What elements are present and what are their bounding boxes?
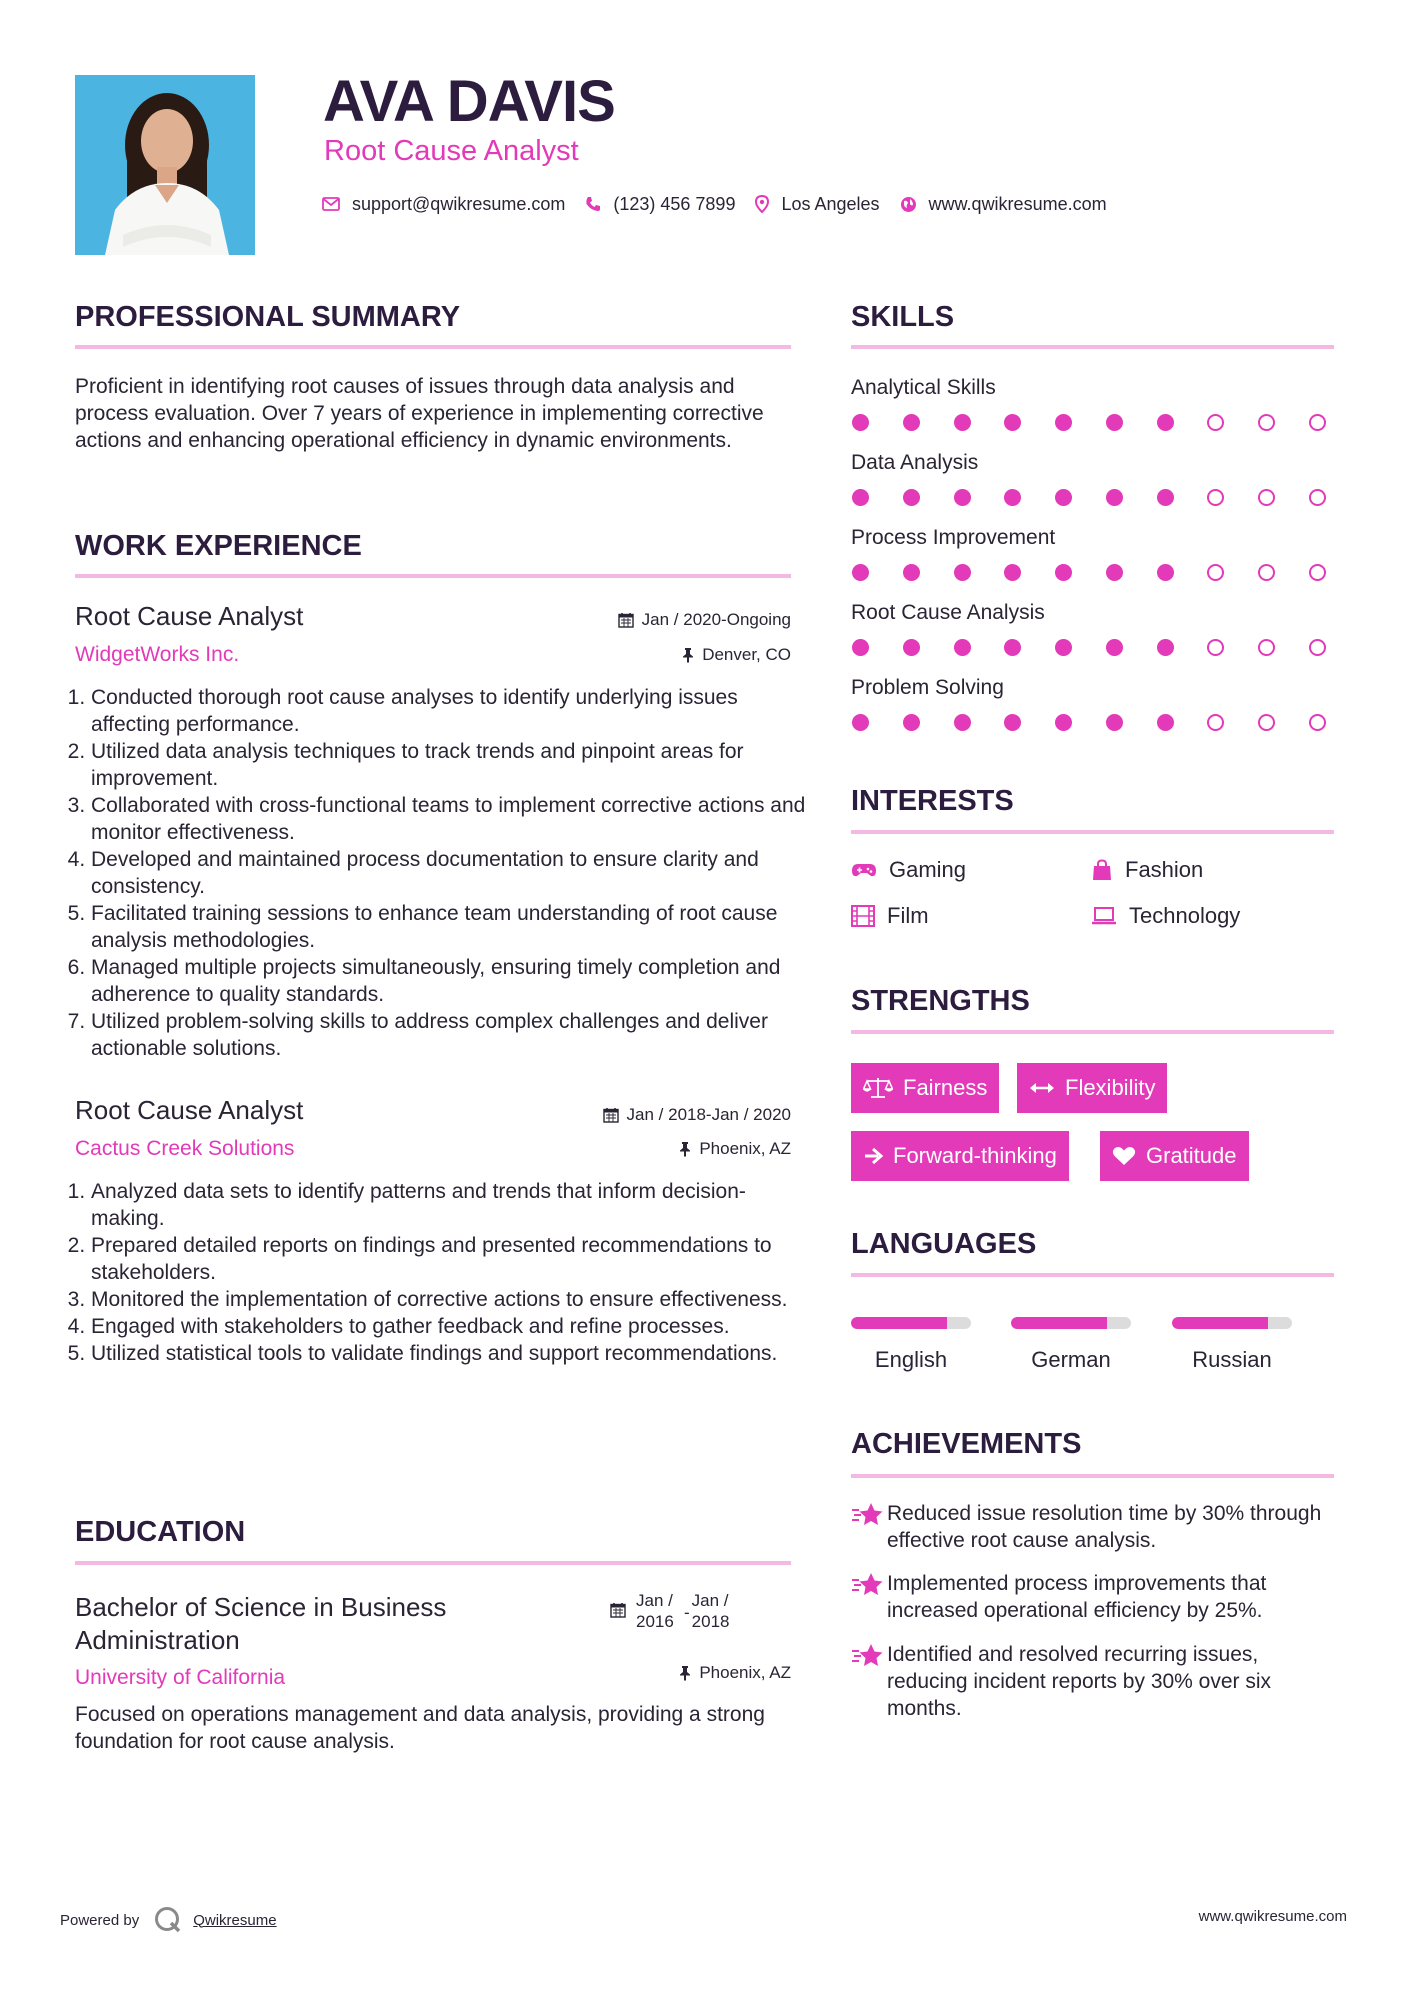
languages-heading: LANGUAGES	[851, 1228, 1037, 1260]
skill-rating	[852, 637, 1326, 657]
skill-dot-filled	[903, 564, 920, 581]
star-icon	[851, 1500, 887, 1532]
candidate-name: AVA DAVIS	[323, 69, 615, 134]
skill-dot-empty	[1309, 489, 1326, 506]
skill-dot-filled	[1055, 639, 1072, 656]
skill-dot-empty	[1258, 564, 1275, 581]
strength-tag	[851, 1131, 1069, 1181]
skill-dot-filled	[1157, 489, 1174, 506]
skill-dot-filled	[1055, 489, 1072, 506]
interest-label: Gaming	[889, 857, 967, 882]
skill-rating	[852, 412, 1326, 432]
interest-gaming	[851, 857, 966, 883]
language-level-bar	[851, 1317, 971, 1329]
email-text: support@qwikresume.com	[352, 193, 566, 214]
map-marker-icon	[755, 195, 769, 213]
shopping-bag-icon	[1091, 859, 1113, 881]
list-item: 2. Utilized data analysis techniques to track trends and pinpoint areas for improvement.	[91, 738, 809, 792]
contact-website[interactable]	[900, 194, 1107, 215]
skill-dot-empty	[1258, 489, 1275, 506]
contact-location	[755, 194, 879, 215]
calendar-icon	[603, 1107, 619, 1123]
location-text: Los Angeles	[781, 193, 880, 214]
achievement-item	[851, 1500, 1327, 1554]
skill-dot-filled	[954, 414, 971, 431]
star-icon	[851, 1570, 887, 1602]
skill-rating	[852, 562, 1326, 582]
language-level-bar	[1011, 1317, 1131, 1329]
start-month: Jan /	[636, 1591, 673, 1610]
end-month: Jan /	[691, 1591, 729, 1610]
contact-phone[interactable]	[585, 194, 735, 215]
language-name: Russian	[1192, 1347, 1272, 1372]
skill-dot-filled	[954, 489, 971, 506]
job-dates-text: Jan / 2020-Ongoing	[641, 610, 791, 629]
skill-name: Data Analysis	[851, 451, 979, 474]
skill-dot-filled	[1055, 414, 1072, 431]
job-dates	[603, 1106, 791, 1125]
strengths-heading: STRENGTHS	[851, 985, 1030, 1017]
skill-dot-filled	[954, 714, 971, 731]
interests-heading: INTERESTS	[851, 785, 1014, 817]
skill-dot-empty	[1207, 414, 1224, 431]
education-start	[636, 1590, 684, 1632]
language-level-fill	[1172, 1317, 1268, 1329]
skill-dot-empty	[1258, 414, 1275, 431]
strengths-divider	[851, 1030, 1334, 1034]
skill-dot-filled	[1106, 564, 1123, 581]
job-location	[679, 1140, 791, 1159]
company-name: Cactus Creek Solutions	[75, 1137, 295, 1160]
gamepad-icon	[851, 862, 877, 878]
education-end	[692, 1590, 740, 1632]
language-name: German	[1031, 1347, 1111, 1372]
strength-tag	[1017, 1063, 1167, 1113]
skill-dot-filled	[954, 639, 971, 656]
list-item: 2. Prepared detailed reports on findings and presented recommendations to stakeholders.	[91, 1232, 809, 1286]
end-year: 2018	[691, 1612, 730, 1631]
skill-dot-empty	[1207, 489, 1224, 506]
language-level-bar	[1172, 1317, 1292, 1329]
envelope-icon	[322, 197, 340, 211]
brand-link[interactable]: Qwikresume	[193, 1911, 277, 1929]
contact-email[interactable]	[322, 194, 565, 215]
achievement-text: Reduced issue resolution time by 30% through effective root cause analysis.	[887, 1502, 1322, 1552]
website-text: www.qwikresume.com	[928, 193, 1107, 214]
skill-dot-filled	[1157, 714, 1174, 731]
skill-dot-filled	[903, 414, 920, 431]
strength-label: Gratitude	[1146, 1143, 1237, 1168]
arrows-h-icon	[1029, 1081, 1055, 1095]
school-name: University of California	[75, 1666, 286, 1689]
summary-heading: PROFESSIONAL SUMMARY	[75, 301, 461, 333]
skill-dot-empty	[1309, 564, 1326, 581]
laptop-icon	[1091, 907, 1117, 925]
list-item: 1. Conducted thorough root cause analyses to identify underlying issues affecting performance.	[91, 684, 809, 738]
achievements-divider	[851, 1474, 1334, 1478]
skill-dot-filled	[1106, 714, 1123, 731]
skill-dot-filled	[1004, 714, 1021, 731]
skill-dot-filled	[1055, 564, 1072, 581]
skill-dot-empty	[1207, 639, 1224, 656]
education-location-text: Phoenix, AZ	[699, 1663, 791, 1682]
job-title: Root Cause Analyst	[75, 1095, 304, 1125]
profile-photo	[75, 75, 255, 255]
education-heading: EDUCATION	[75, 1516, 246, 1548]
skill-dot-filled	[1106, 414, 1123, 431]
skill-dot-empty	[1309, 639, 1326, 656]
skill-dot-filled	[1157, 564, 1174, 581]
language-item	[851, 1317, 971, 1373]
skill-dot-filled	[852, 414, 869, 431]
job-location-text: Denver, CO	[702, 645, 791, 664]
language-name: English	[874, 1347, 948, 1372]
job-title: Root Cause Analyst	[75, 601, 304, 631]
achievements-heading: ACHIEVEMENTS	[851, 1428, 1082, 1460]
list-item: 5. Facilitated training sessions to enhance team understanding of root cause analysis methodologies.	[91, 900, 809, 954]
list-item: 3. Collaborated with cross-functional teams to implement corrective actions and monitor effectiveness.	[91, 792, 809, 846]
skills-divider	[851, 345, 1334, 349]
interest-label: Fashion	[1125, 857, 1204, 882]
list-item: 7. Utilized problem-solving skills to address complex challenges and deliver actionable solutions.	[91, 1008, 809, 1062]
skill-dot-filled	[852, 714, 869, 731]
strength-label: Flexibility	[1065, 1075, 1156, 1100]
balance-scale-icon	[863, 1077, 893, 1099]
job-bullets	[73, 684, 809, 1062]
strength-label: Fairness	[903, 1075, 988, 1100]
calendar-icon	[618, 612, 634, 628]
phone-icon	[585, 196, 601, 212]
skill-dot-filled	[903, 639, 920, 656]
experience-heading: WORK EXPERIENCE	[75, 530, 362, 562]
list-item: 4. Developed and maintained process documentation to ensure clarity and consistency.	[91, 846, 809, 900]
language-level-fill	[851, 1317, 947, 1329]
skill-dot-empty	[1309, 414, 1326, 431]
skill-dot-filled	[852, 489, 869, 506]
pin-icon	[682, 647, 694, 663]
skill-dot-filled	[903, 489, 920, 506]
skill-dot-empty	[1258, 714, 1275, 731]
powered-by-text: Powered by	[60, 1911, 140, 1929]
education-location	[679, 1664, 791, 1683]
pin-icon	[679, 1665, 691, 1681]
achievement-text: Identified and resolved recurring issues, reducing incident reports by 30% over six months.	[887, 1643, 1272, 1720]
footer-url[interactable]: www.qwikresume.com	[1198, 1908, 1347, 1925]
skill-rating	[852, 487, 1326, 507]
candidate-title: Root Cause Analyst	[324, 135, 579, 167]
heart-icon	[1112, 1146, 1136, 1166]
degree-title: Bachelor of Science in Business Administration	[75, 1592, 447, 1655]
skill-dot-filled	[1004, 564, 1021, 581]
interest-label: Film	[887, 903, 929, 928]
language-item	[1172, 1317, 1292, 1373]
company-name: WidgetWorks Inc.	[75, 643, 240, 666]
skill-dot-filled	[1157, 414, 1174, 431]
interest-technology	[1091, 903, 1240, 929]
experience-divider	[75, 574, 791, 578]
achievement-item	[851, 1570, 1327, 1624]
education-dates	[610, 1590, 740, 1632]
list-item: 3. Monitored the implementation of corrective actions to ensure effectiveness.	[91, 1286, 809, 1313]
strength-tag	[851, 1063, 999, 1113]
skill-dot-filled	[1004, 414, 1021, 431]
job-dates-text: Jan / 2018-Jan / 2020	[626, 1105, 791, 1124]
skill-dot-filled	[1157, 639, 1174, 656]
interests-divider	[851, 830, 1334, 834]
language-item	[1011, 1317, 1131, 1373]
skill-dot-empty	[1309, 714, 1326, 731]
language-level-fill	[1011, 1317, 1107, 1329]
job-location	[682, 646, 791, 665]
skill-name: Process Improvement	[851, 526, 1056, 549]
achievement-item	[851, 1641, 1327, 1722]
date-dash: -	[684, 1603, 690, 1622]
achievement-text: Implemented process improvements that increased operational efficiency by 25%.	[887, 1572, 1267, 1622]
skill-dot-empty	[1207, 714, 1224, 731]
star-icon	[851, 1641, 887, 1673]
list-item: 5. Utilized statistical tools to validate findings and support recommendations.	[91, 1340, 809, 1367]
skill-dot-filled	[1004, 639, 1021, 656]
strength-tag	[1100, 1131, 1249, 1181]
qwikresume-logo-icon	[153, 1905, 183, 1935]
skill-name: Root Cause Analysis	[851, 601, 1045, 624]
education-description: Focused on operations management and data analysis, providing a strong foundation for root cause analysis.	[75, 1703, 765, 1753]
skill-dot-empty	[1258, 639, 1275, 656]
interest-fashion	[1091, 857, 1203, 883]
skill-dot-filled	[903, 714, 920, 731]
job-bullets	[73, 1178, 809, 1367]
calendar-icon	[610, 1602, 626, 1618]
interest-label: Technology	[1129, 903, 1241, 928]
start-year: 2016	[636, 1612, 674, 1631]
skill-name: Problem Solving	[851, 676, 1004, 699]
skill-dot-filled	[954, 564, 971, 581]
pin-icon	[679, 1141, 691, 1157]
film-icon	[851, 905, 875, 927]
contact-bar	[322, 192, 1127, 216]
skill-dot-filled	[1055, 714, 1072, 731]
phone-text: (123) 456 7899	[613, 193, 736, 214]
skill-dot-filled	[1106, 639, 1123, 656]
languages-divider	[851, 1273, 1334, 1277]
skill-dot-filled	[1004, 489, 1021, 506]
arrow-right-icon	[863, 1147, 883, 1165]
education-divider	[75, 1561, 791, 1565]
skill-dot-filled	[852, 639, 869, 656]
globe-icon	[900, 196, 917, 213]
list-item: 4. Engaged with stakeholders to gather feedback and refine processes.	[91, 1313, 809, 1340]
skills-heading: SKILLS	[851, 301, 955, 333]
strength-label: Forward-thinking	[893, 1143, 1057, 1168]
footer-branding	[60, 1905, 277, 1935]
skill-dot-empty	[1207, 564, 1224, 581]
skill-dot-filled	[1106, 489, 1123, 506]
job-location-text: Phoenix, AZ	[699, 1139, 791, 1158]
job-dates	[618, 611, 791, 630]
skill-dot-filled	[852, 564, 869, 581]
summary-text: Proficient in identifying root causes of issues through data analysis and process evaluation. Over 7 years of experience in implementing corrective actions and enhancing operational efficiency in dynamic environments.	[75, 375, 764, 452]
list-item: 1. Analyzed data sets to identify patterns and trends that inform decision-making.	[91, 1178, 809, 1232]
interest-film	[851, 903, 929, 929]
skill-name: Analytical Skills	[851, 376, 996, 399]
skill-rating	[852, 712, 1326, 732]
summary-divider	[75, 345, 791, 349]
list-item: 6. Managed multiple projects simultaneously, ensuring timely completion and adherence to quality standards.	[91, 954, 809, 1008]
